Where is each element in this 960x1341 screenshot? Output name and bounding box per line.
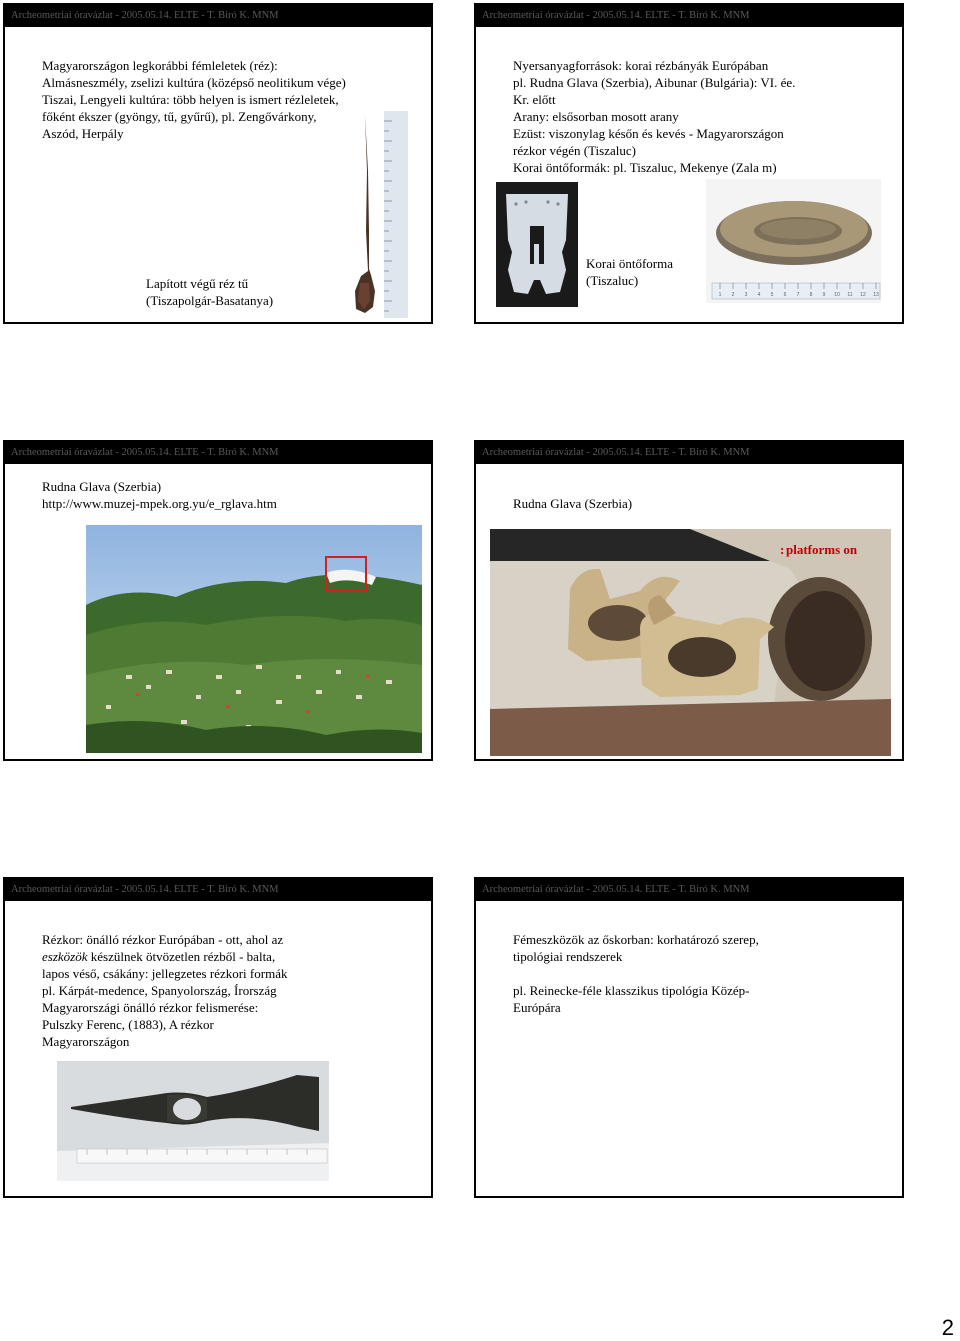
slide-3-text xyxy=(42,478,277,512)
svg-text::: : xyxy=(780,542,785,557)
text-line: Nyersanyagforrások: korai rézbányák Európában xyxy=(513,58,769,73)
slide-header: Archeometriai óravázlat - 2005.05.14. ELTE - T. Biró K. MNM xyxy=(476,879,902,901)
page-number: 2 xyxy=(941,1315,954,1340)
text-line: Arany: elsősorban mosott arany xyxy=(513,109,679,124)
ruler-tick-label: 7 xyxy=(796,292,800,298)
slide-header: Archeometriai óravázlat - 2005.05.14. ELTE - T. Biró K. MNM xyxy=(476,442,902,464)
text-line: lapos véső, csákány: jellegzetes rézkori formák xyxy=(42,966,288,981)
text-line: főként ékszer (gyöngy, tű, gyűrű), pl. Zengővárkony, xyxy=(42,109,317,124)
needle-caption xyxy=(146,275,273,309)
text-span: készülnek ötvözetlen rézből - balta, xyxy=(87,949,276,964)
platforms-overlay-text: platforms on xyxy=(786,542,858,557)
text-line: Pulszky Ferenc, (1883), A rézkor xyxy=(42,1017,214,1032)
slide-header: Archeometriai óravázlat - 2005.05.14. ELTE - T. Biró K. MNM xyxy=(5,5,431,27)
slide-6 xyxy=(474,877,904,1198)
slide-5 xyxy=(3,877,433,1198)
slide-header: Archeometriai óravázlat - 2005.05.14. ELTE - T. Biró K. MNM xyxy=(5,442,431,464)
text-line: rézkor végén (Tiszaluc) xyxy=(513,143,636,158)
slide-4 xyxy=(474,440,904,761)
caption-line: (Tiszaluc) xyxy=(586,273,639,288)
blank-line xyxy=(513,965,759,982)
text-line: Almásneszmély, zselizi kultúra (középső neolitikum vége) xyxy=(42,75,346,90)
clay-mould-photo xyxy=(706,179,881,303)
slide-4-title: Rudna Glava (Szerbia) xyxy=(513,496,633,511)
slide-1-text xyxy=(42,57,346,142)
mould-platforms-photo xyxy=(490,529,891,756)
copper-axe-photo xyxy=(57,1061,329,1181)
text-line: http://www.muzej-mpek.org.yu/e_rglava.htm xyxy=(42,496,277,511)
text-line: Korai öntőformák: pl. Tiszaluc, Mekenye (Zala m) xyxy=(513,160,777,175)
text-line: pl. Rudna Glava (Szerbia), Aibunar (Bulgária): VI. ée. xyxy=(513,75,796,90)
text-line: pl. Kárpát-medence, Spanyolország, Írország xyxy=(42,983,277,998)
ruler-tick-label: 5 xyxy=(770,292,774,298)
text-line: Magyarországon xyxy=(42,1034,130,1049)
text-line: Tiszai, Lengyeli kultúra: több helyen is ismert rézleletek, xyxy=(42,92,339,107)
slide-2-text xyxy=(513,57,795,176)
slide-3 xyxy=(3,440,433,761)
text-line: Magyarországi önálló rézkor felismerése: xyxy=(42,1000,259,1015)
caption-line: Korai öntőforma xyxy=(586,256,674,271)
text-line: Magyarországon legkorábbi fémleletek (réz): xyxy=(42,58,278,73)
slide-header: Archeometriai óravázlat - 2005.05.14. ELTE - T. Biró K. MNM xyxy=(5,879,431,901)
landscape-photo xyxy=(86,525,422,753)
text-line: Rézkor: önálló rézkor Európában - ott, ahol az xyxy=(42,932,284,947)
ruler-tick-label: 10 xyxy=(834,292,840,298)
text-line: Fémeszközök az őskorban: korhatározó szerep, xyxy=(513,932,759,947)
text-line: Aszód, Herpály xyxy=(42,126,124,141)
text-line: tipológiai rendszerek xyxy=(513,949,623,964)
caption-line: (Tiszapolgár-Basatanya) xyxy=(146,293,274,308)
slide-1 xyxy=(3,3,433,324)
ruler-tick-label: 4 xyxy=(757,292,761,298)
caption-line: Lapított végű réz tű xyxy=(146,276,249,291)
text-line: Kr. előtt xyxy=(513,92,556,107)
ruler-tick-label: 6 xyxy=(783,292,787,298)
slide-5-text xyxy=(42,931,287,1050)
mould-caption xyxy=(586,255,673,289)
ruler-tick-label: 3 xyxy=(744,292,748,298)
text-line: Rudna Glava (Szerbia) xyxy=(42,479,162,494)
ruler-tick-label: 13 xyxy=(873,292,879,298)
ruler-tick-label: 1 xyxy=(718,292,722,298)
ruler-tick-label: 12 xyxy=(860,292,866,298)
emphasis-text: eszközök xyxy=(42,949,88,964)
ruler-tick-label: 8 xyxy=(809,292,813,298)
text-line xyxy=(42,948,287,965)
slide-header: Archeometriai óravázlat - 2005.05.14. ELTE - T. Biró K. MNM xyxy=(476,5,902,27)
ruler-tick-label: 11 xyxy=(847,292,853,298)
text-line: Ezüst: viszonylag későn és kevés - Magyarországon xyxy=(513,126,784,141)
text-line: pl. Reinecke-féle klasszikus tipológia Közép- xyxy=(513,983,750,998)
casting-mould-photo xyxy=(496,182,578,307)
slide-2 xyxy=(474,3,904,324)
slide-6-text xyxy=(513,931,759,1016)
text-line: Európára xyxy=(513,1000,561,1015)
ruler-tick-label: 9 xyxy=(822,292,826,298)
copper-needle-photo xyxy=(332,111,408,318)
ruler-tick-label: 2 xyxy=(731,292,735,298)
